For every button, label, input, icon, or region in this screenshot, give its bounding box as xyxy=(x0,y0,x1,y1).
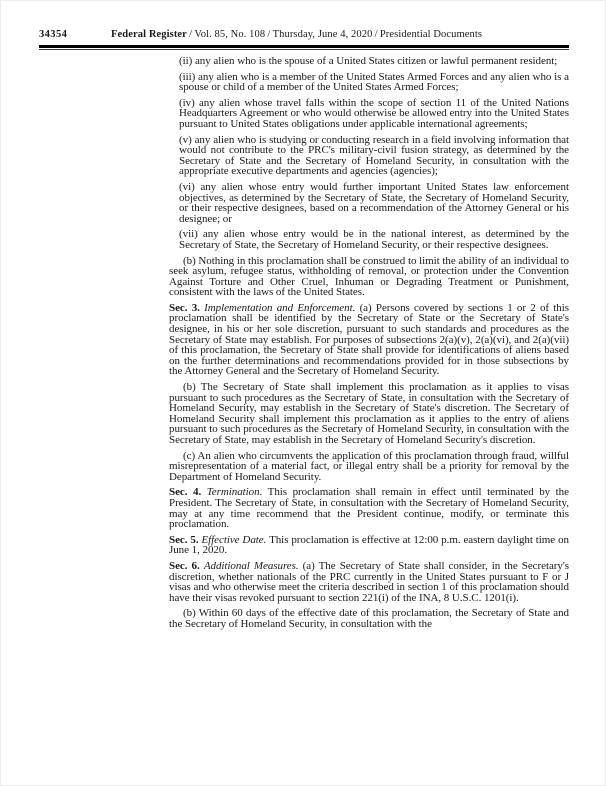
section-6 xyxy=(169,561,569,603)
section-3-label: Sec. 3. xyxy=(169,301,200,314)
page-number: 34354 xyxy=(39,29,68,40)
masthead xyxy=(111,29,482,41)
clause-iv: (iv) any alien whose travel falls within the scope of section 11 of the United Nations Headquarters Agreement or who would otherwise be allowed entry into the United States pursuant to United States obligations under applicable international agreements; xyxy=(179,96,569,130)
page-header xyxy=(1,29,605,43)
section-6-label: Sec. 6. xyxy=(169,559,200,572)
rule-thick-line xyxy=(39,45,569,48)
clause-iii: (iii) any alien who is a member of the United States Armed Forces and any alien who is a spouse or child of a member of the United States Armed Forces; xyxy=(179,70,569,94)
section-5 xyxy=(169,535,569,556)
section-4-title: Termination. xyxy=(206,486,263,499)
clause-vii: (vii) any alien whose entry would be in the national interest, as determined by the Secretary of State, the Secretary of Homeland Security, or their respective designees. xyxy=(179,228,569,251)
section-3-text: (a) Persons covered by sections 1 or 2 of this proclamation shall be identified by the Secretary of State or the Secretary of State's designee, in his or her sole discretion, pursuant to such standards and procedures as the Secretary of State may establish. For purposes of subsections 2(a)(v), 2(a)(vi), and 2(a)(vii) of this proclamation, the Secretary of State shall provide for identifications of aliens based on the further determinations and recommendations provided for in those subsections by the Attorney General and the Secretary of Homeland Security. xyxy=(169,301,569,378)
document-body xyxy=(169,53,569,630)
section-5-title: Effective Date. xyxy=(201,533,267,546)
section-5-label: Sec. 5. xyxy=(169,533,199,546)
section-5-text: This proclamation is effective at 12:00 p.m. eastern daylight time on June 1, 2020. xyxy=(169,533,569,557)
section-4-label: Sec. 4. xyxy=(169,486,202,499)
section-4-text: This proclamation shall remain in effect until terminated by the President. The Secretary of State, in consultation with the Secretary of Homeland Security, may at any time recommend that the President continue, modify, or terminate this proclamation. xyxy=(169,486,569,531)
section-3-title: Implementation and Enforcement. xyxy=(204,301,356,314)
clause-vi: (vi) any alien whose entry would further important United States law enforcement objectives, as determined by the Secretary of State, the Secretary of Homeland Security, or their respective designees, based on a recommendation of the Attorney General or his designee; or xyxy=(179,180,569,225)
clause-v: (v) any alien who is studying or conducting research in a field involving information that would not contribute to the PRC's military-civil fusion strategy, as determined by the Secretary of State and the Secretary of Homeland Security, in consultation with the appropriate executive departments and agencies (agencies); xyxy=(179,133,569,178)
section-3-paragraph-c: (c) An alien who circumvents the application of this proclamation through fraud, willful misrepresentation of a material fact, or illegal entry shall be a priority for removal by the Department of Homeland Security. xyxy=(169,449,569,483)
section-3-paragraph-b: (b) The Secretary of State shall implement this proclamation as it applies to visas pursuant to such procedures as the Secretary of State, in consultation with the Secretary of Homeland Security, may establish in the Secretary of State's discretion. The Secretary of Homeland Security shall implement this proclamation as it applies to the entry of aliens pursuant to such procedures as the Secretary of Homeland Security, in consultation with the Secretary of State, may establish in the Secretary of Homeland Security's discretion. xyxy=(169,381,569,446)
header-double-rule xyxy=(39,45,569,50)
section-6-paragraph-b: (b) Within 60 days of the effective date of this proclamation, the Secretary of State and the Secretary of Homeland Security, in consultation with the xyxy=(169,607,569,630)
section-4 xyxy=(169,487,569,529)
section-6-text: (a) The Secretary of State shall consider, in the Secretary's discretion, whether nationals of the PRC currently in the United States pursuant to F or J visas and who otherwise meet the criteria described in section 1 of this proclamation should have their visas revoked pursuant to section 221(i) of the INA, 8 U.S.C. 1201(i). xyxy=(169,559,570,604)
paragraph-b: (b) Nothing in this proclamation shall be construed to limit the ability of an individual to seek asylum, refugee status, withholding of removal, or protection under the Convention Against Torture and Other Cruel, Inhuman or Degrading Treatment or Punishment, consistent with the laws of the United States. xyxy=(169,254,569,299)
section-6-title: Additional Measures. xyxy=(203,559,299,572)
masthead-citation: / Vol. 85, No. 108 / Thursday, June 4, 2020 / Presidential Documents xyxy=(186,29,483,40)
rule-thin-line xyxy=(39,49,569,50)
masthead-title: Federal Register xyxy=(111,29,187,40)
clause-ii: (ii) any alien who is the spouse of a United States citizen or lawful permanent resident; xyxy=(179,55,558,67)
section-3 xyxy=(169,303,569,377)
